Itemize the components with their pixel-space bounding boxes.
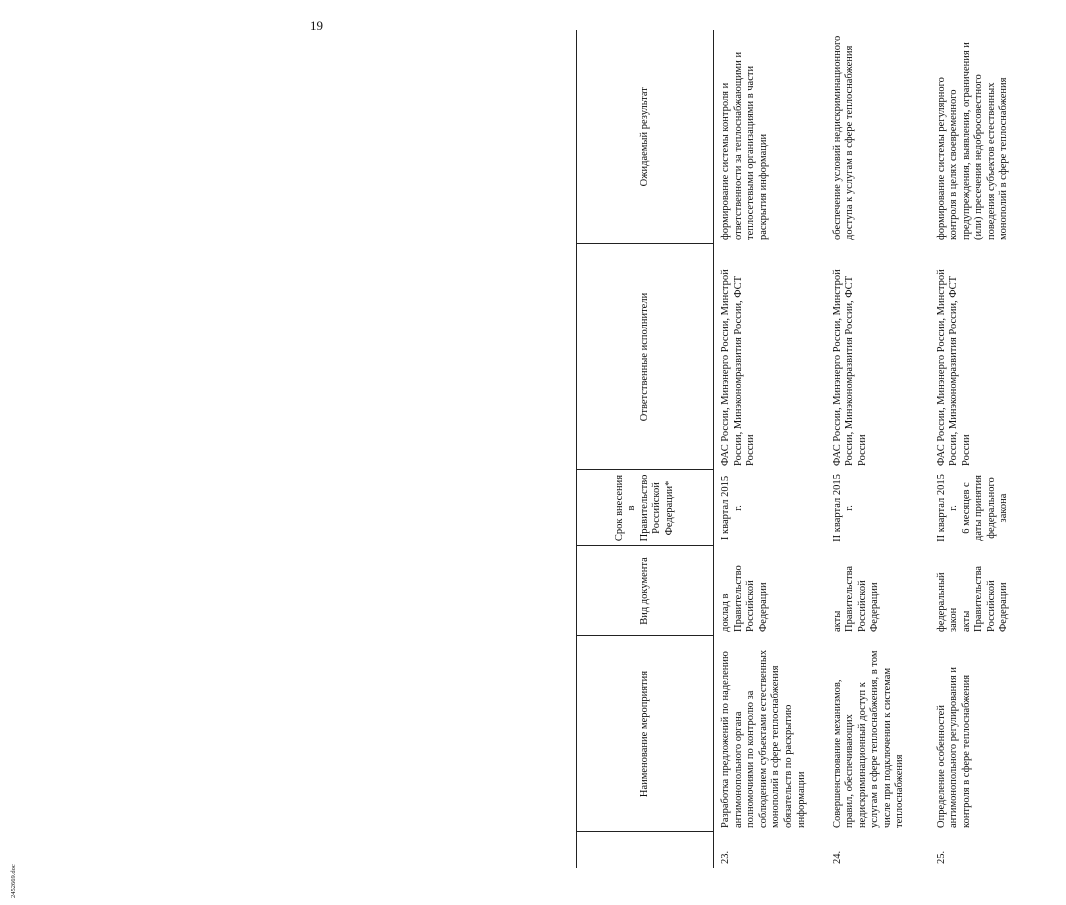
header-due: Срок внесения в Правительство Российской Федерации*	[577, 470, 714, 546]
due-date	[930, 470, 1020, 546]
page-number: 19	[310, 18, 323, 33]
responsible: ФАС России, Минэнерго России, Минстрой России, Минэкономразвития России, ФСТ России	[720, 269, 757, 466]
measures-table	[576, 30, 1019, 868]
measure-name: Разработка предложений по наделению антимонопольного органа полномочиями по контролю за соблюдением субъектами естественных монополий в сфере теплоснабжения обязательств по раскрытию информации	[720, 649, 807, 828]
header-type: Вид документа	[577, 546, 714, 636]
due-date-1: II квартал 2015 г.	[935, 474, 960, 542]
document-type	[930, 546, 1020, 636]
due-date: I квартал 2015 г.	[720, 475, 744, 541]
expected-result: обеспечение условий недискриминационного доступа к услугам в сфере теплоснабжения	[831, 35, 856, 240]
responsible: ФАС России, Минэнерго России, Минстрой России, Минэкономразвития России, ФСТ России	[831, 269, 868, 466]
expected-result: формирование системы контроля и ответственности за теплоснабжающими и теплосетевыми организациями в части раскрытия информации	[720, 51, 769, 240]
table-row	[930, 30, 1020, 868]
measure-name: Совершенствование механизмов, правил, обеспечивающих недискриминационный доступ к услугам в сфере теплоснабжения, в том числе при подключении к системам теплоснабжения	[831, 650, 906, 828]
table-header-row	[577, 30, 714, 868]
header-name: Наименование мероприятия	[577, 636, 714, 832]
expected-result: формирование системы регулярного контроля в целях своевременного предупреждения, выявления, ограничения и (или) пресечения недобросовестного поведения субъектов естественных монополий в сфере теплоснабжения	[935, 42, 1010, 240]
rotated-table-container	[576, 30, 1066, 868]
due-date: II квартал 2015 г.	[831, 474, 856, 542]
footer-filename: 2452669.doc	[10, 864, 17, 898]
due-date-2: 6 месяцев с даты принятия федерального закона	[960, 475, 1010, 541]
row-number: 24.	[831, 850, 843, 864]
table-row	[714, 30, 826, 868]
header-num	[577, 832, 714, 868]
row-number: 25.	[935, 850, 947, 864]
document-type: акты Правительства Российской Федерации	[831, 565, 881, 632]
document-type: доклад в Правительство Российской Федерации	[720, 565, 769, 632]
measure-name: Определение особенностей антимонопольного регулирования и контроля в сфере теплоснабжения	[935, 667, 972, 828]
table-row	[826, 30, 930, 868]
header-responsible: Ответственные исполнители	[577, 244, 714, 470]
header-result: Ожидаемый результат	[577, 30, 714, 244]
document-type-1: федеральный закон	[935, 572, 960, 632]
row-number: 23.	[720, 850, 731, 864]
document-type-2: акты Правительства Российской Федерации	[960, 565, 1010, 632]
responsible: ФАС России, Минэнерго России, Минстрой России, Минэкономразвития России, ФСТ России	[935, 269, 972, 466]
